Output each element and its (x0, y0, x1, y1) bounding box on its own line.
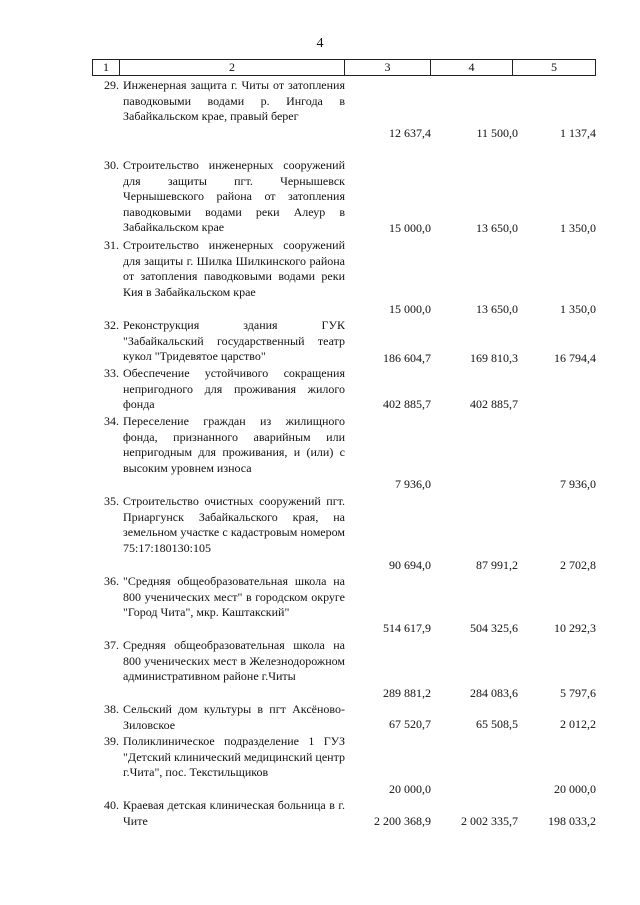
row-value-col3: 289 881,2 (383, 686, 431, 700)
row-value-col5: 1 137,4 (560, 126, 596, 140)
row-description: Реконструкция здания ГУК "Забайкальский государственный театр кукол "Тридевятое царство" (123, 318, 345, 364)
table-row (92, 702, 596, 734)
table-row (92, 574, 596, 638)
row-value-col3: 186 604,7 (383, 351, 431, 365)
row-description: Строительство очистных сооружений пгт. Приаргунск Забайкальского края, на земельном участке с кадастровым номером 75:17:180130:105 (123, 494, 345, 555)
row-description: Строительство инженерных сооружений для защиты г. Шилка Шилкинского района от затопления паводковыми водами реки Кия в Забайкальском крае (123, 238, 345, 299)
table-row (92, 414, 596, 494)
row-number: 36. (104, 574, 119, 588)
row-number: 35. (104, 494, 119, 508)
row-value-col5: 1 350,0 (560, 302, 596, 316)
row-value-col5: 10 292,3 (554, 621, 596, 635)
row-value-col3: 402 885,7 (383, 397, 431, 411)
table-row (92, 494, 596, 574)
row-value-col3: 15 000,0 (389, 302, 431, 316)
row-value-col3: 12 637,4 (389, 126, 431, 140)
row-value-col3: 514 617,9 (383, 621, 431, 635)
row-value-col4: 402 885,7 (470, 397, 518, 411)
header-col-5: 5 (551, 60, 557, 74)
row-number: 39. (104, 734, 119, 748)
row-value-col5: 20 000,0 (554, 782, 596, 796)
row-value-col3: 15 000,0 (389, 221, 431, 235)
row-description: Строительство инженерных сооружений для защиты пгт. Чернышевск Чернышевского района от затопления паводковыми водами реки Алеур в Забайкальском крае (123, 158, 345, 235)
row-number: 38. (104, 702, 119, 716)
row-value-col5: 7 936,0 (560, 477, 596, 491)
row-number: 34. (104, 414, 119, 428)
row-description: Средняя общеобразовательная школа на 800 ученических мест в Железнодорожном административном районе г.Читы (123, 638, 345, 684)
row-number: 40. (104, 798, 119, 812)
row-value-col5: 5 797,6 (560, 686, 596, 700)
row-value-col5: 2 702,8 (560, 558, 596, 572)
row-value-col4: 13 650,0 (476, 302, 518, 316)
row-value-col4: 284 083,6 (470, 686, 518, 700)
row-description: Переселение граждан из жилищного фонда, признанного аварийным или непригодным для проживания, и (или) с высоким уровнем износа (123, 414, 345, 475)
row-description: "Средняя общеобразовательная школа на 800 ученических мест" в городском округе "Город Чита", мкр. Каштакский" (123, 574, 345, 620)
table-row (92, 734, 596, 798)
header-col-2: 2 (120, 60, 345, 75)
row-number: 33. (104, 366, 119, 380)
table-body (92, 78, 596, 830)
row-number: 29. (104, 78, 119, 92)
table-row (92, 238, 596, 318)
row-value-col5: 1 350,0 (560, 221, 596, 235)
table-row (92, 638, 596, 702)
table-row (92, 318, 596, 366)
row-value-col4: 87 991,2 (476, 558, 518, 572)
header-col-3: 3 (345, 60, 431, 75)
row-number: 32. (104, 318, 119, 332)
row-value-col5: 16 794,4 (554, 351, 596, 365)
row-value-col5: 2 012,2 (560, 717, 596, 731)
row-description: Поликлиническое подразделение 1 ГУЗ "Детский клинический медицинский центр г.Чита", пос. Текстильщиков (123, 734, 345, 780)
row-value-col4: 2 002 335,7 (461, 814, 518, 828)
row-number: 31. (104, 238, 119, 252)
row-number: 30. (104, 158, 119, 172)
row-value-col3: 2 200 368,9 (374, 814, 431, 828)
row-value-col4: 65 508,5 (476, 717, 518, 731)
page-number: 4 (316, 36, 324, 51)
table-row (92, 158, 596, 238)
row-value-col4: 13 650,0 (476, 221, 518, 235)
header-col-4: 4 (431, 60, 513, 75)
row-number: 37. (104, 638, 119, 652)
row-value-col4: 504 325,6 (470, 621, 518, 635)
table-row (92, 366, 596, 414)
row-value-col5: 198 033,2 (548, 814, 596, 828)
row-description: Инженерная защита г. Читы от затопления паводковыми водами р. Ингода в Забайкальском крае, правый берег (123, 78, 345, 124)
row-description: Сельский дом культуры в пгт Аксёново-Зиловское (123, 702, 345, 732)
row-value-col4: 11 500,0 (476, 126, 518, 140)
row-value-col4: 169 810,3 (470, 351, 518, 365)
table-row (92, 798, 596, 830)
header-col-1: 1 (93, 60, 120, 75)
row-value-col3: 20 000,0 (389, 782, 431, 796)
row-value-col3: 90 694,0 (389, 558, 431, 572)
table-header (92, 59, 596, 76)
row-value-col3: 67 520,7 (389, 717, 431, 731)
row-description: Обеспечение устойчивого сокращения непригодного для проживания жилого фонда (123, 366, 345, 412)
row-description: Краевая детская клиническая больница в г. Чите (123, 798, 345, 828)
row-value-col3: 7 936,0 (395, 477, 431, 491)
table-row (92, 78, 596, 158)
